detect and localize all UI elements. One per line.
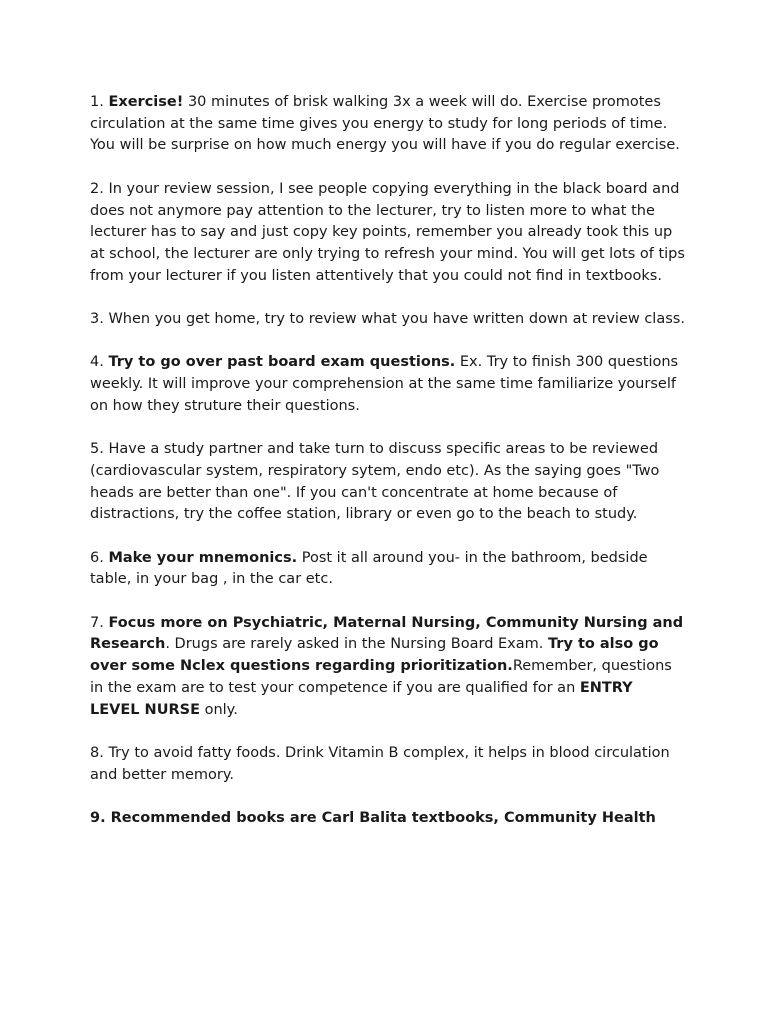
tip-8: 8. Try to avoid fatty foods. Drink Vitamin B complex, it helps in blood circulation and better memory.: [90, 744, 670, 783]
tip-7: [90, 613, 686, 722]
tip-4: [90, 352, 686, 417]
tip-1-text: 30 minutes of brisk walking 3x a week will do. Exercise promotes circulation at the same time gives you energy to study for long periods of time. You will be surprise on how much energy you will have if you do regular exercise.: [90, 94, 680, 154]
tip-1-heading: Exercise!: [108, 94, 184, 110]
tip-3: 3. When you get home, try to review what you have written down at review class.: [90, 311, 685, 327]
tip-7-emphasis-2: ENTRY LEVEL NURSE: [90, 679, 633, 718]
tip-6: [90, 548, 686, 591]
tip-9: 9. Recommended books are Carl Balita textbooks, Community Health: [90, 810, 656, 827]
tip-5: 5. Have a study partner and take turn to discuss specific areas to be reviewed (cardiovascular system, respiratory sytem, endo etc). As the saying goes "Two heads are better than one". If you can't concentrate at home because of distractions, try the coffee station, library or even go to the beach to study.: [90, 441, 660, 523]
tip-7-text-3: only.: [199, 701, 238, 718]
tip-7-text: . Drugs are rarely asked in the Nursing Board Exam.: [165, 636, 548, 653]
tip-7-emphasis: Try to also go over some Nclex questions regarding prioritization.: [90, 636, 659, 675]
tip-6-number: 6.: [90, 549, 104, 566]
tip-1: [90, 92, 686, 157]
tip-6-text: Post it all around you- in the bathroom, bedside table, in your bag , in the car etc.: [90, 549, 648, 588]
document-body: [90, 92, 686, 851]
tip-1-number: 1.: [90, 94, 104, 110]
tip-7-text-2: Remember, questions in the exam are to test your competence if you are qualified for an: [90, 658, 672, 696]
tip-2: 2. In your review session, I see people copying everything in the black board and does not anymore pay attention to the lecturer, try to listen more to what the lecturer has to say and just copy key points, remember you already took this up at school, the lecturer are only trying to refresh your mind. You will get lots of tips from your lecturer if you listen attentively that you could not find in textbooks.: [90, 180, 685, 284]
tip-4-heading: Try to go over past board exam questions.: [108, 354, 456, 371]
tip-6-heading: Make your mnemonics.: [108, 549, 298, 566]
tip-4-text: Ex. Try to finish 300 questions weekly. It will improve your comprehension at the same time familiarize yourself on how they struture their questions.: [90, 354, 679, 414]
tip-7-heading: Focus more on Psychiatric, Maternal Nursing, Community Nursing and Research: [90, 614, 684, 653]
tip-7-number: 7.: [90, 614, 104, 631]
tip-4-number: 4.: [90, 354, 104, 371]
